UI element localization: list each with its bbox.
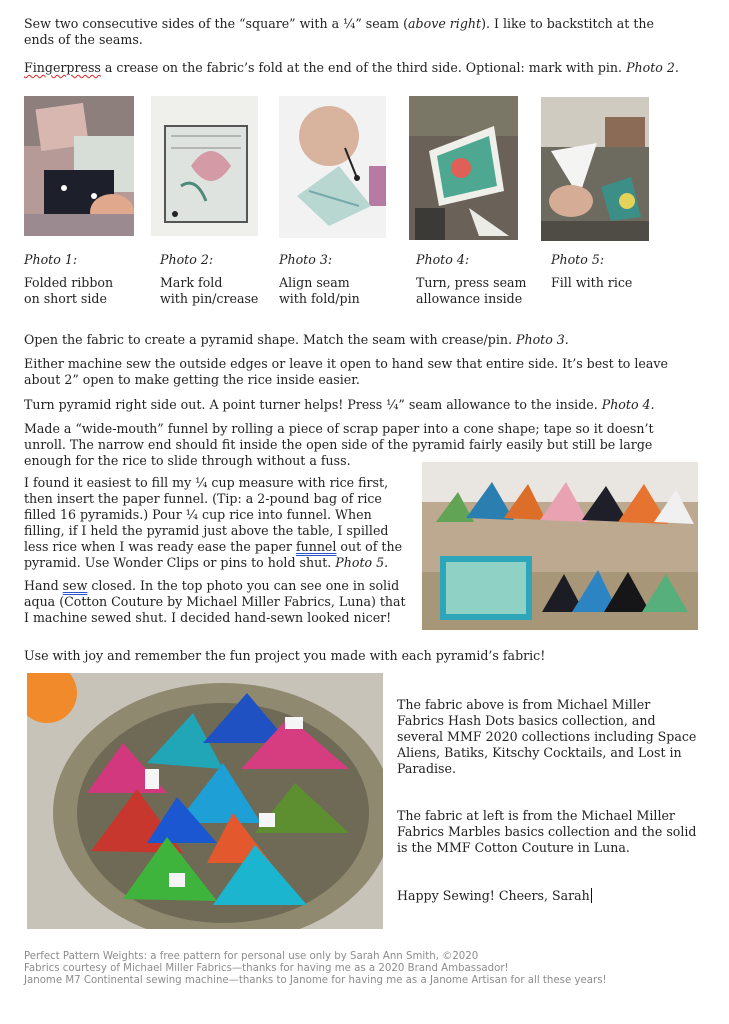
photo-4-title: Photo 4: (416, 252, 470, 267)
step-open-fabric: Open the fabric to create a pyramid shape. Match the seam with crease/pin. Photo 3. (24, 332, 569, 347)
photo-3-align-seam (279, 96, 386, 238)
photo-1-folded-ribbon (24, 96, 134, 236)
step-sew-edges: Either machine sew the outside edges or leave it open to hand sew that entire side. It’s best to leave about 2” open to make getting the rice inside easier. (24, 356, 668, 387)
step-hand-sew: Hand sew closed. In the top photo you can see one in solid aqua (Cotton Couture by Michael Miller Fabrics, Luna) that I machine sewed shut. I decided hand-sewn looked nicer! (24, 578, 406, 625)
photo-basket-pyramids (27, 673, 383, 929)
photo-5-title: Photo 5: (551, 252, 605, 267)
photo-4-caption: Turn, press seam allowance inside (416, 275, 527, 306)
photo-5-caption: Fill with rice (551, 275, 633, 290)
footer-line-3: Janome M7 Continental sewing machine—thanks to Janome for having me as a Janome Artisan for all these years! (24, 975, 607, 986)
footer-line-2: Fabrics courtesy of Michael Miller Fabrics—thanks for having me as a 2020 Brand Ambassador! (24, 963, 509, 974)
photo-2-mark-fold (151, 96, 258, 236)
photo-4-turn-press-seam (409, 96, 518, 240)
step-fill-rice: I found it easiest to fill my ¼ cup measure with rice first, then insert the paper funnel. (Tip: a 2-pound bag of rice filled 16 pyramids.) Pour ¼ cup rice into funnel. When filling, if I held the pyramid just above the table, I spilled less rice when I was ready ease the paper funnel out of the pyramid. Use Wonder Clips or pins to hold shut. Photo 5. (24, 475, 403, 570)
photo-1-title: Photo 1: (24, 252, 78, 267)
intro-paragraph-1: Sew two consecutive sides of the “square” with a ¼” seam (above right). I like to backstitch at the ends of the seams. (24, 16, 654, 47)
grammar-flag-sew[interactable]: sew (62, 578, 88, 593)
photo-2-caption: Mark fold with pin/crease (160, 275, 259, 306)
photo-finished-pyramids-couch (422, 462, 698, 630)
photo-3-title: Photo 3: (279, 252, 333, 267)
closing-line: Use with joy and remember the fun project you made with each pyramid’s fabric! (24, 648, 546, 663)
photo-2-title: Photo 2: (160, 252, 214, 267)
side-note-fabric-above: The fabric above is from Michael Miller Fabrics Hash Dots basics collection, and several MMF 2020 collections including Space Aliens, Batiks, Kitschy Cocktails, and Lost in Paradise. (397, 697, 697, 776)
intro-paragraph-2: Fingerpress a crease on the fabric’s fold at the end of the third side. Optional: mark with pin. Photo 2. (24, 60, 679, 75)
footer-line-1: Perfect Pattern Weights: a free pattern for personal use only by Sarah Ann Smith, ©2020 (24, 951, 479, 962)
sign-off: Happy Sewing! Cheers, Sarah (397, 888, 590, 903)
step-turn-right-side: Turn pyramid right side out. A point turner helps! Press ¼” seam allowance to the inside. Photo 4. (24, 397, 655, 412)
photo-1-caption: Folded ribbon on short side (24, 275, 114, 306)
step-make-funnel: Made a “wide-mouth” funnel by rolling a piece of scrap paper into a cone shape; tape so it doesn’t unroll. The narrow end should fit inside the open side of the pyramid fairly easily but still be large enough for the rice to slide through without a fuss. (24, 421, 654, 468)
side-note-fabric-left: The fabric at left is from the Michael Miller Fabrics Marbles basics collection and the solid is the MMF Cotton Couture in Luna. (397, 808, 697, 855)
grammar-flag-funnel[interactable]: funnel (295, 539, 337, 554)
text-cursor (591, 888, 592, 903)
photo-3-caption: Align seam with fold/pin (279, 275, 360, 306)
photo-5-fill-with-rice (541, 97, 649, 241)
spellcheck-word[interactable]: Fingerpress (24, 60, 101, 75)
